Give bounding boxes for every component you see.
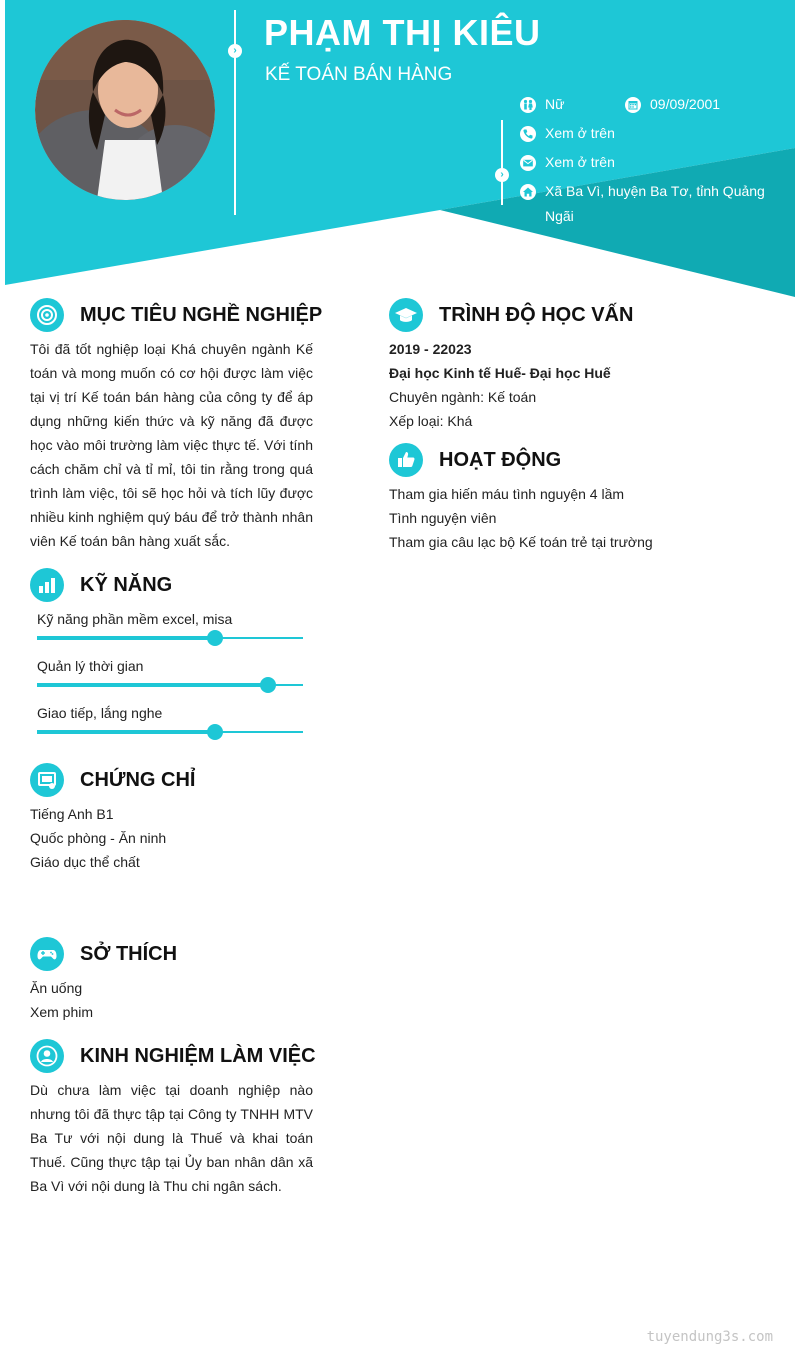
- certificates-heading: [30, 763, 195, 797]
- gender-row: [520, 96, 564, 117]
- section-title: KỸ NĂNG: [80, 573, 173, 596]
- phone-row: [520, 125, 615, 146]
- list-item: Quốc phòng - Ăn ninh: [30, 830, 167, 846]
- education-details: [389, 337, 611, 433]
- career-goal-heading: [30, 298, 322, 332]
- user-icon: [30, 1039, 64, 1073]
- calendar-icon: [625, 97, 641, 113]
- job-title: KẾ TOÁN BÁN HÀNG: [265, 64, 453, 85]
- skill-bar: [37, 684, 303, 686]
- list-item: Tham gia hiến máu tình nguyện 4 lầm: [389, 486, 625, 502]
- list-item: Xem phim: [30, 1004, 94, 1020]
- email-row: [520, 154, 615, 175]
- address-row: [520, 183, 765, 229]
- skill-knob: [260, 677, 276, 693]
- skill-fill: [37, 636, 215, 640]
- gender-icon: [520, 97, 536, 113]
- skill-label: Kỹ năng phần mềm excel, misa: [37, 611, 233, 627]
- activities-heading: [389, 443, 561, 477]
- home-icon: [520, 184, 536, 200]
- hobbies-heading: [30, 937, 177, 971]
- skill-knob: [207, 630, 223, 646]
- career-goal-text: Tôi đã tốt nghiệp loại Khá chuyên ngành Kế toán và mong muốn có cơ hội được làm việc tại vị trí Kế toán bán hàng của công ty để áp dụng những kiến thức và kỹ năng đã được học vào môi trường làm việc thực tế. Với tính cách chăm chỉ và tỉ mỉ, tôi tin rằng trong quá trình làm việc, tôi sẽ học hỏi và tích lũy được nhiều kinh nghiệm quý báu để trở thành nhân viên Kế toán bân hàng xuất sắc.: [30, 341, 313, 549]
- section-title: KINH NGHIỆM LÀM VIỆC: [80, 1044, 316, 1067]
- skill-bar: [37, 731, 303, 733]
- education-major: Chuyên ngành: Kế toán: [389, 389, 537, 405]
- list-item: Tham gia câu lạc bộ Kế toán trẻ tại trường: [389, 534, 653, 550]
- thumbs-up-icon: [389, 443, 423, 477]
- chevron-right-icon: ›: [228, 44, 242, 58]
- phone-value: Xem ở trên: [545, 125, 615, 141]
- section-title: MỤC TIÊU NGHỀ NGHIỆP: [80, 303, 323, 326]
- address-value: Xã Ba Vì, huyện Ba Tơ, tỉnh Quảng Ngãi: [545, 183, 765, 224]
- certificates-list: [30, 802, 166, 874]
- gamepad-icon: [30, 937, 64, 971]
- education-heading: [389, 298, 633, 332]
- contact-divider-line: [501, 120, 503, 205]
- certificate-icon: [30, 763, 64, 797]
- skill-fill: [37, 730, 215, 734]
- header-divider-line: [234, 10, 236, 215]
- section-title: TRÌNH ĐỘ HỌC VẤN: [439, 303, 634, 326]
- watermark: tuyendung3s.com: [646, 1329, 773, 1345]
- email-icon: [520, 155, 536, 171]
- phone-icon: [520, 126, 536, 142]
- skills-heading: [30, 568, 172, 602]
- graduation-cap-icon: [389, 298, 423, 332]
- skill-label: Giao tiếp, lắng nghe: [37, 705, 163, 721]
- chevron-right-icon: ›: [495, 168, 509, 182]
- gender-value: Nữ: [545, 96, 565, 112]
- section-title: HOẠT ĐỘNG: [439, 448, 562, 471]
- activities-list: [389, 482, 653, 554]
- skill-fill: [37, 683, 268, 687]
- target-icon: [30, 298, 64, 332]
- bar-chart-icon: [30, 568, 64, 602]
- skill-bar: [37, 637, 303, 639]
- experience-text: Dù chưa làm việc tại doanh nghiệp nào nhưng tôi đã thực tập tại Công ty TNHH MTV Ba Tư với nội dung là Thuế và khai toán Thuế. Cũng thực tập tại Ủy ban nhân dân xã Ba Vì với nội dung là Thu chi ngân sách.: [30, 1082, 313, 1194]
- section-title: SỞ THÍCH: [80, 942, 178, 965]
- list-item: Giáo dục thể chất: [30, 854, 140, 870]
- section-title: CHỨNG CHỈ: [80, 768, 196, 791]
- experience-heading: [30, 1039, 316, 1073]
- skill-item: [37, 610, 303, 639]
- skill-item: [37, 657, 303, 686]
- candidate-name: PHẠM THỊ KIÊU: [264, 12, 541, 53]
- skill-label: Quản lý thời gian: [37, 658, 144, 674]
- education-school: Đại học Kinh tế Huế- Đại học Huế: [389, 365, 611, 381]
- education-grade: Xếp loại: Khá: [389, 413, 473, 429]
- list-item: Ăn uống: [30, 980, 83, 996]
- hobbies-list: [30, 976, 93, 1024]
- list-item: Tiếng Anh B1: [30, 806, 114, 822]
- skill-item: [37, 704, 303, 733]
- avatar: [35, 20, 215, 200]
- birthday-row: [625, 96, 720, 117]
- education-period: 2019 - 22023: [389, 341, 472, 357]
- skill-knob: [207, 724, 223, 740]
- list-item: Tình nguyện viên: [389, 510, 497, 526]
- birthday-value: 09/09/2001: [650, 96, 721, 112]
- email-value: Xem ở trên: [545, 154, 615, 170]
